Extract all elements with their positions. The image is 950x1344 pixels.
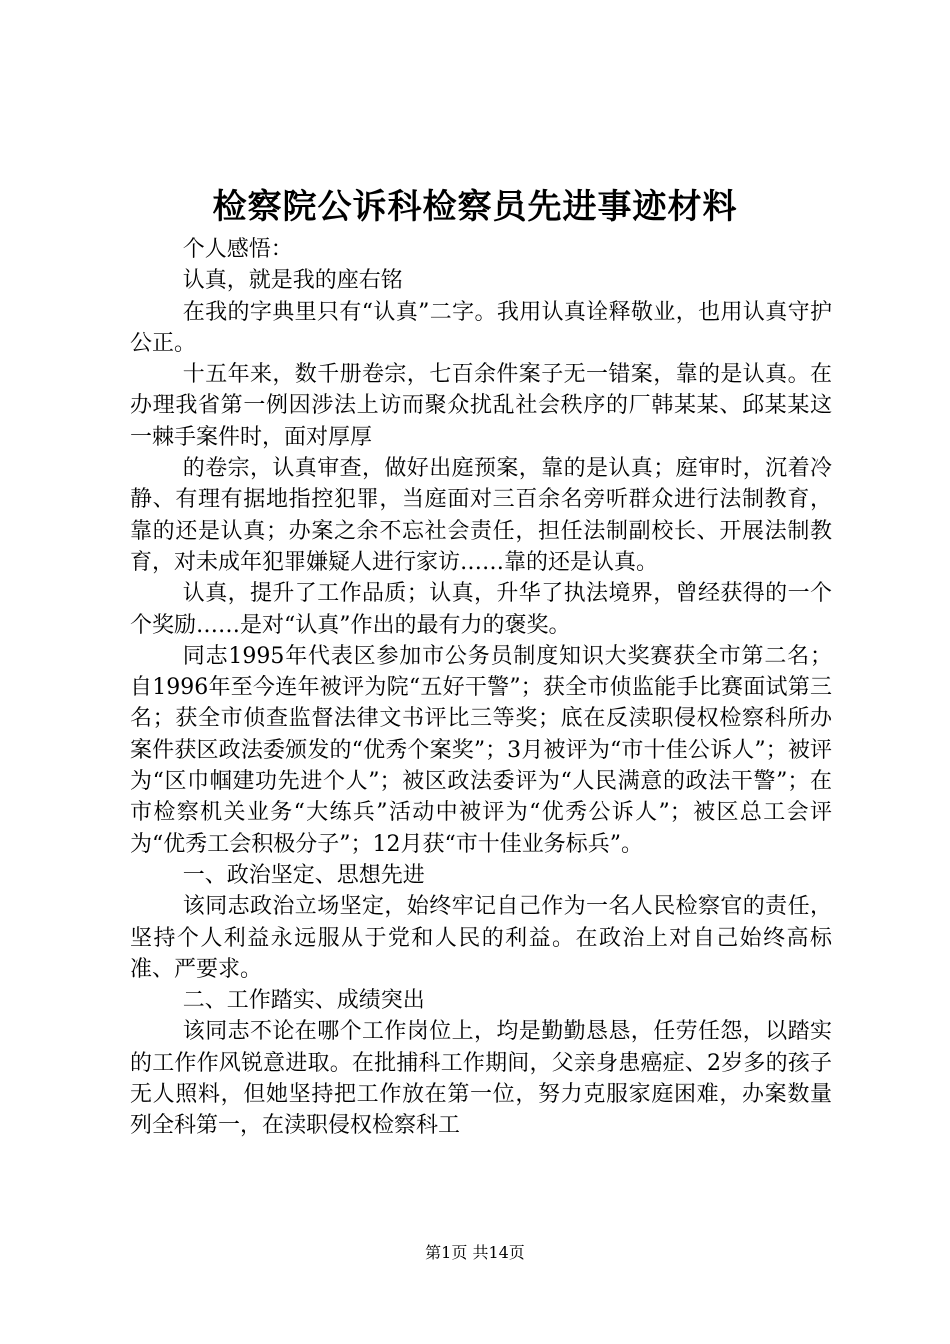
paragraph: 十五年来，数千册卷宗，七百余件案子无一错案，靠的是认真。在办理我省第一例因涉法上访而聚众扰乱社会秩序的厂韩某某、邱某某这一棘手案件时，面对厚厚 (130, 362, 832, 450)
document-title: 检察院公诉科检察员先进事迹材料 (212, 187, 738, 227)
paragraph-motto: 认真，就是我的座右铭 (182, 268, 403, 294)
section-heading-work: 二、工作踏实、成绩突出 (182, 988, 425, 1014)
section-heading-politics: 一、政治坚定、思想先进 (182, 862, 425, 888)
document-body (130, 234, 832, 1142)
page-number-footer: 第1页 共14页 (425, 1243, 525, 1262)
paragraph: 该同志不论在哪个工作岗位上，均是勤勤恳恳，任劳任怨，以踏实的工作作风锐意进取。在批捕科工作期间，父亲身患癌症、2岁多的孩子无人照料，但她坚持把工作放在第一位，努力克服家庭困难，办案数量列全科第一，在渎职侵权检察科工 (130, 1019, 832, 1139)
paragraph: 认真，提升了工作品质；认真，升华了执法境界，曾经获得的一个个奖励……是对“认真”作出的最有力的褒奖。 (130, 581, 832, 638)
paragraph: 在我的字典里只有“认真”二字。我用认真诠释敬业，也用认真守护公正。 (130, 299, 832, 356)
paragraph: 的卷宗，认真审查，做好出庭预案，靠的是认真；庭审时，沉着冷静、有理有据地指控犯罪，当庭面对三百余名旁听群众进行法制教育，靠的还是认真；办案之余不忘社会责任，担任法制副校长、开展法制教育，对未成年犯罪嫌疑人进行家访……靠的还是认真。 (130, 456, 832, 575)
paragraph-awards: 同志1995年代表区参加市公务员制度知识大奖赛获全市第二名；自1996年至今连年被评为院“五好干警”；获全市侦监能手比赛面试第三名；获全市侦查监督法律文书评比三等奖；底在反渎职侵权检察科所办案件获区政法委颁发的“优秀个案奖”；3月被评为“市十佳公诉人”；被评为“区巾帼建功先进个人”；被区政法委评为“人民满意的政法干警”；在市检察机关业务“大练兵”活动中被评为“优秀公诉人”；被区总工会评为“优秀工会积极分子”；12月获“市十佳业务标兵”。 (130, 643, 832, 857)
paragraph: 该同志政治立场坚定，始终牢记自己作为一名人民检察官的责任，坚持个人利益永远服从于党和人民的利益。在政治上对自己始终高标准、严要求。 (130, 894, 832, 982)
paragraph-heading-reflection: 个人感悟： (182, 237, 293, 262)
